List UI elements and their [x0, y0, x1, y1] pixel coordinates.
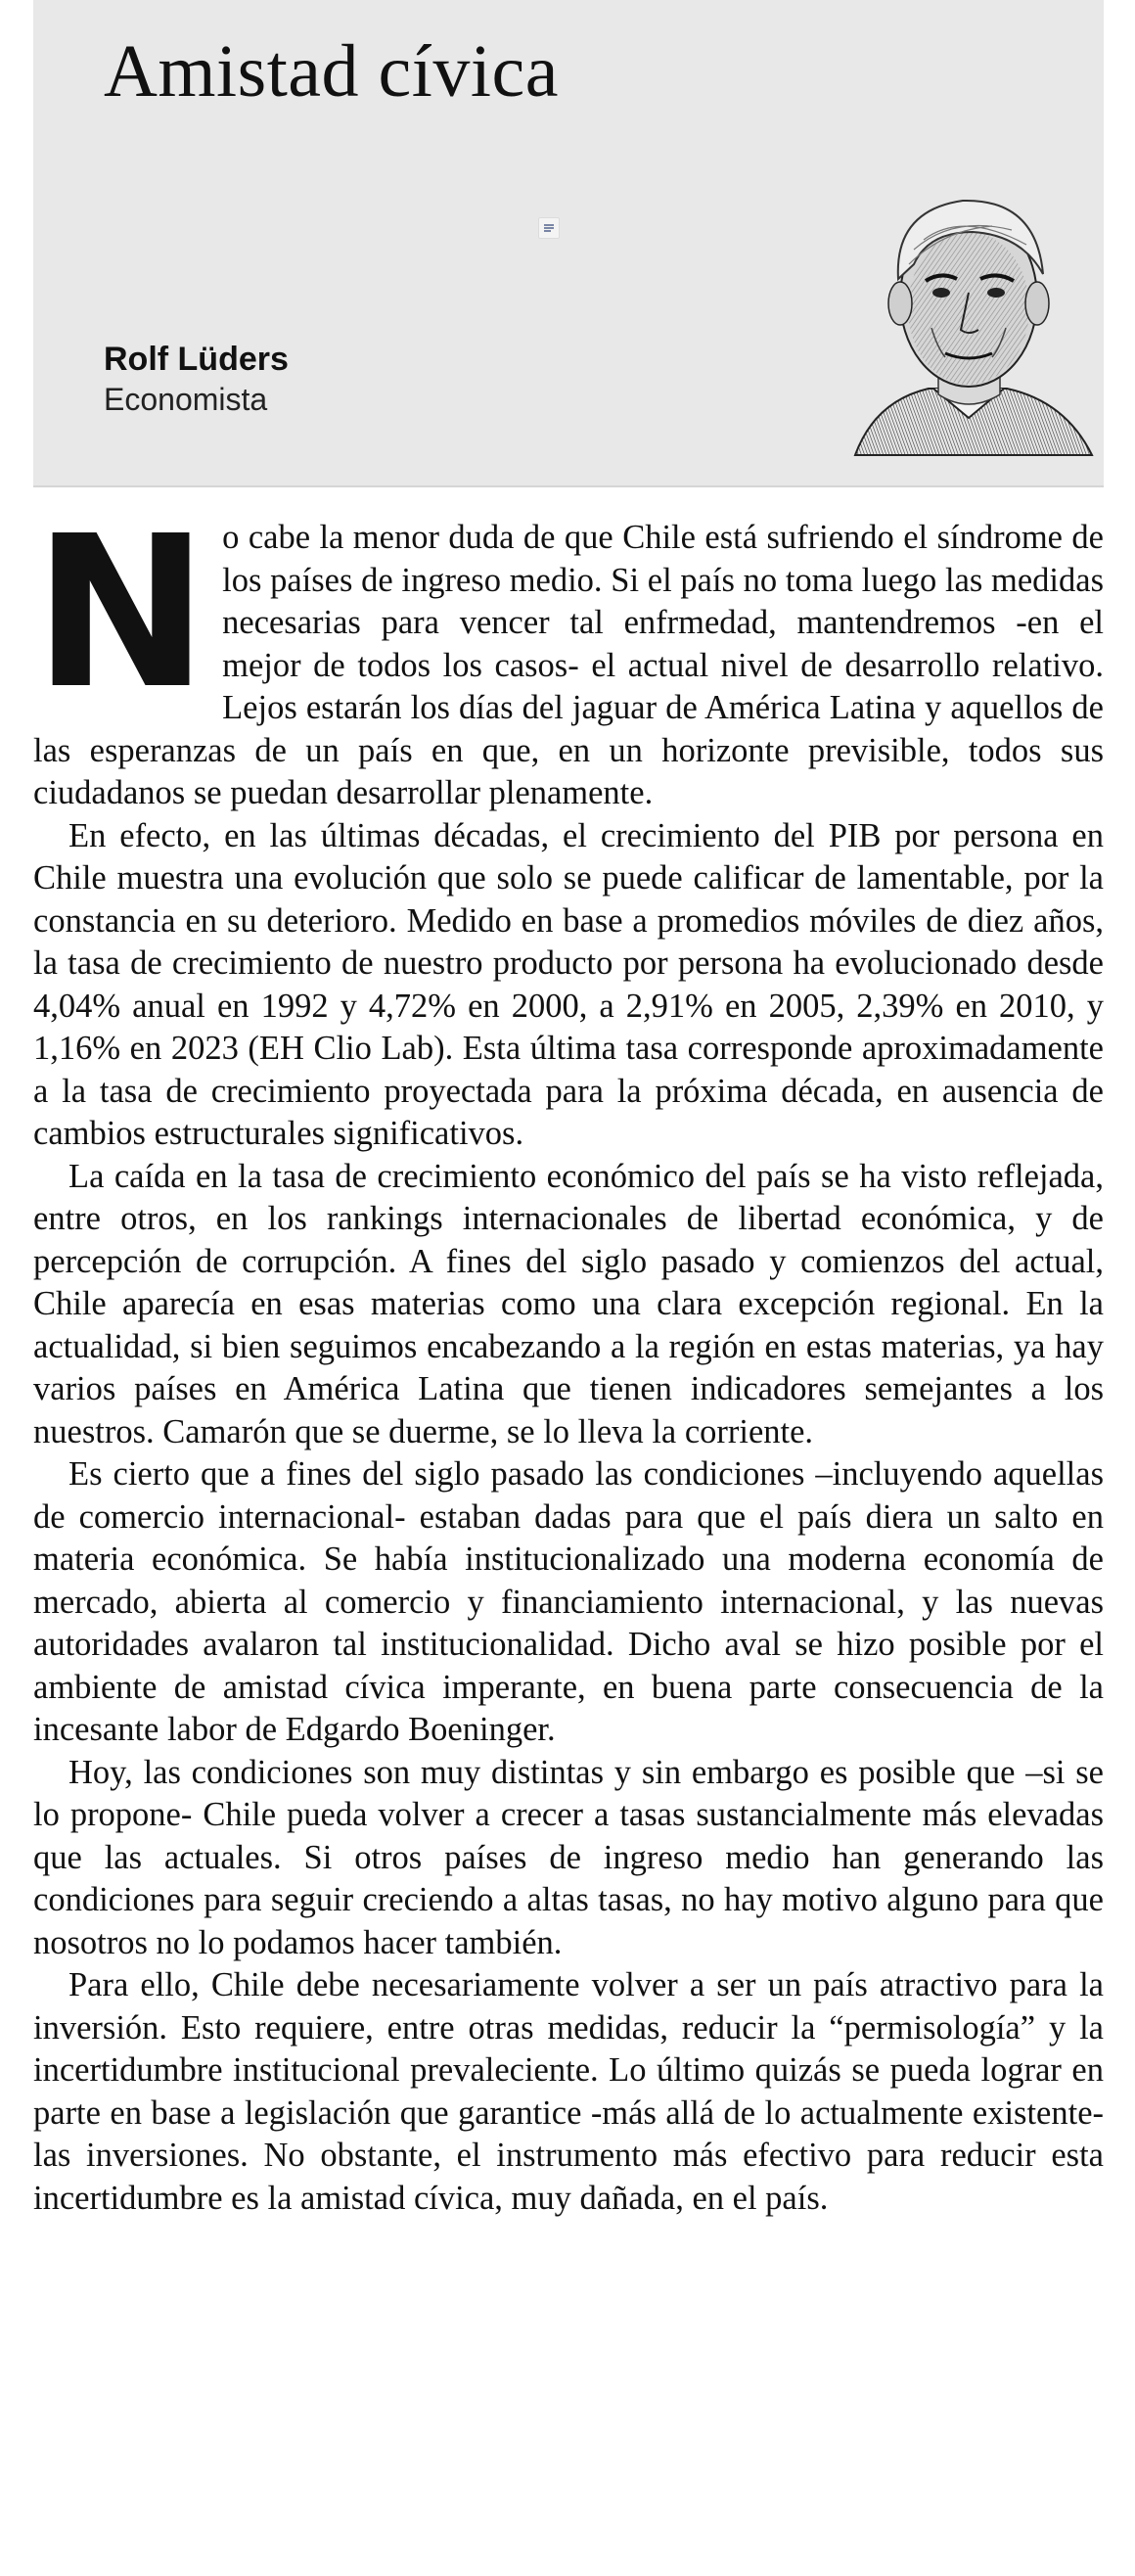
drop-cap: N [33, 491, 209, 735]
paragraph-1-text: o cabe la menor duda de que Chile está sufriendo el síndrome de los países de ingreso medio. Si el país no toma luego las medidas necesarias para vencer tal enfrmedad, mantendremos -en el mejor de todos los casos- el actual nivel de desarrollo relativo. Lejos estarán los días del jaguar de América Latina y aquellos de las esperanzas de un país en que, en un horizonte previsible, todos sus ciudadanos se puedan desarrollar plenamente. [33, 519, 1104, 811]
paragraph-3: La caída en la tasa de crecimiento económico del país se ha visto reflejada, entre otros, en los rankings internacionales de libertad económica, y de percepción de corrupción. A fines del siglo pasado y comienzos del actual, Chile aparecía en esas materias como una clara excepción regional. En la actualidad, si bien seguimos encabezando a la región en estas materias, ya hay varios países en América Latina que tienen indicadores semejantes a los nuestros. Camarón que se duerme, se lo lleva la corriente. [33, 1157, 1104, 1450]
article-title: Amistad cívica [104, 30, 559, 113]
column-header [33, 0, 1104, 487]
author-role: Economista [104, 382, 268, 417]
paragraph-1 [33, 491, 1104, 815]
paragraph-6: Para ello, Chile debe necesariamente volver a ser un país atractivo para la inversión. Esto requiere, entre otras medidas, reducir la “permisología” y la incertidumbre institucional prevaleciente. Lo último quizás se pueda lograr en parte en base a legislación que garantice -más allá de lo actualmente existente- las inversiones. No obstante, el instrumento más efectivo para reducir esta incertidumbre es la amistad cívica, muy dañada, en el país. [33, 1966, 1104, 2217]
author-name: Rolf Lüders [104, 341, 289, 378]
article-body [33, 491, 1104, 2220]
paragraph-5: Hoy, las condiciones son muy distintas y sin embargo es posible que –si se lo propone- Chile pueda volver a crecer a tasas sustancialmente más elevadas que las actuales. Si otros países de ingreso medio han generando las condiciones para seguir creciendo a altas tasas, no hay motivo alguno para que nosotros no lo podamos hacer también. [33, 1753, 1104, 1961]
paragraph-4: Es cierto que a fines del siglo pasado las condiciones –incluyendo aquellas de comercio internacional- estaban dadas para que el país diera un salto en materia económica. Se había institucionalizado una moderna economía de mercado, abierta al comercio y financiamiento internacional, y las nuevas autoridades avalaron tal institucionalidad. Dicho aval se hizo posible por el ambiente de amistad cívica imperante, en buena parte consecuencia de la incesante labor de Edgardo Boeninger. [33, 1455, 1104, 1748]
note-icon[interactable] [538, 217, 560, 239]
author-portrait [836, 161, 1102, 465]
paragraph-2: En efecto, en las últimas décadas, el crecimiento del PIB por persona en Chile muestra una evolución que solo se puede calificar de lamentable, por la constancia en su deterioro. Medido en base a promedios móviles de diez años, la tasa de crecimiento de nuestro producto por persona ha evolucionado desde 4,04% anual en 1992 y 4,72% en 2000, a 2,91% en 2005, 2,39% en 2010, y 1,16% en 2023 (EH Clio Lab). Esta última tasa corresponde aproximadamente a la tasa de crecimiento proyectada para la próxima década, en ausencia de cambios estructurales significativos. [33, 816, 1104, 1152]
